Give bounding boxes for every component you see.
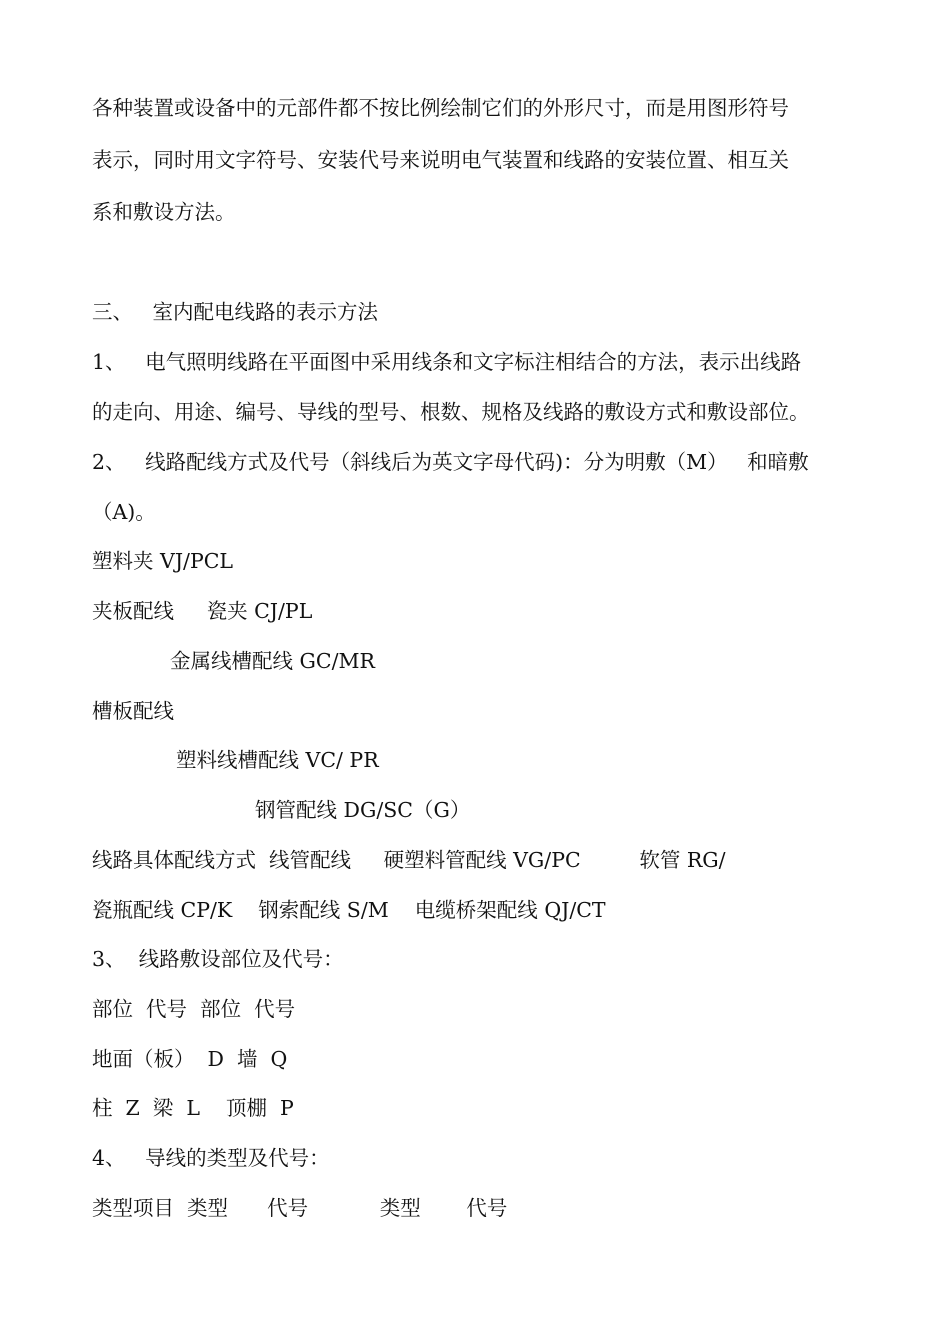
wiring-specific-methods: 线路具体配线方式 线管配线 硬塑料管配线 VG/PC 软管 RG/: [92, 848, 726, 872]
wiring-plastic-clip: 塑料夹 VJ/PCL: [92, 549, 234, 573]
item2-line-2: （A)。: [92, 500, 156, 524]
wiring-trough-board: 槽板配线: [92, 699, 174, 723]
intro-line-3: 系和敷设方法。: [92, 200, 236, 224]
wiring-plastic-trough: 塑料线槽配线 VC/ PR: [176, 748, 379, 772]
intro-line-1: 各种装置或设备中的元部件都不按比例绘制它们的外形尺寸，而是用图形符号: [92, 96, 789, 120]
wiring-porcelain-bottle: 瓷瓶配线 CP/K 钢索配线 S/M 电缆桥架配线 QJ/CT: [92, 898, 606, 922]
item4-heading: 4、 导线的类型及代号：: [92, 1146, 330, 1170]
wiring-metal-trough: 金属线槽配线 GC/MR: [170, 649, 375, 673]
intro-line-2: 表示，同时用文字符号、安装代号来说明电气装置和线路的安装位置、相互关: [92, 148, 789, 172]
section-heading: 三、 室内配电线路的表示方法: [92, 300, 379, 324]
item1-line-1: 1、 电气照明线路在平面图中采用线条和文字标注相结合的方法，表示出线路: [92, 350, 802, 374]
locations-row-1: 地面（板） D 墙 Q: [92, 1047, 288, 1071]
wiring-steel-pipe: 钢管配线 DG/SC（G）: [255, 798, 471, 822]
wiring-clip-board: 夹板配线 瓷夹 CJ/PL: [92, 599, 313, 623]
item1-line-2: 的走向、用途、编号、导线的型号、根数、规格及线路的敷设方式和敷设部位。: [92, 400, 810, 424]
locations-header: 部位 代号 部位 代号: [92, 997, 296, 1021]
item3-heading: 3、 线路敷设部位及代号：: [92, 947, 344, 971]
item2-line-1: 2、 线路配线方式及代号（斜线后为英文字母代码)：分为明敷（M） 和暗敷: [92, 450, 809, 474]
wire-types-header: 类型项目 类型 代号 类型 代号: [92, 1196, 508, 1220]
locations-row-2: 柱 Z 梁 L 顶棚 P: [92, 1096, 294, 1120]
